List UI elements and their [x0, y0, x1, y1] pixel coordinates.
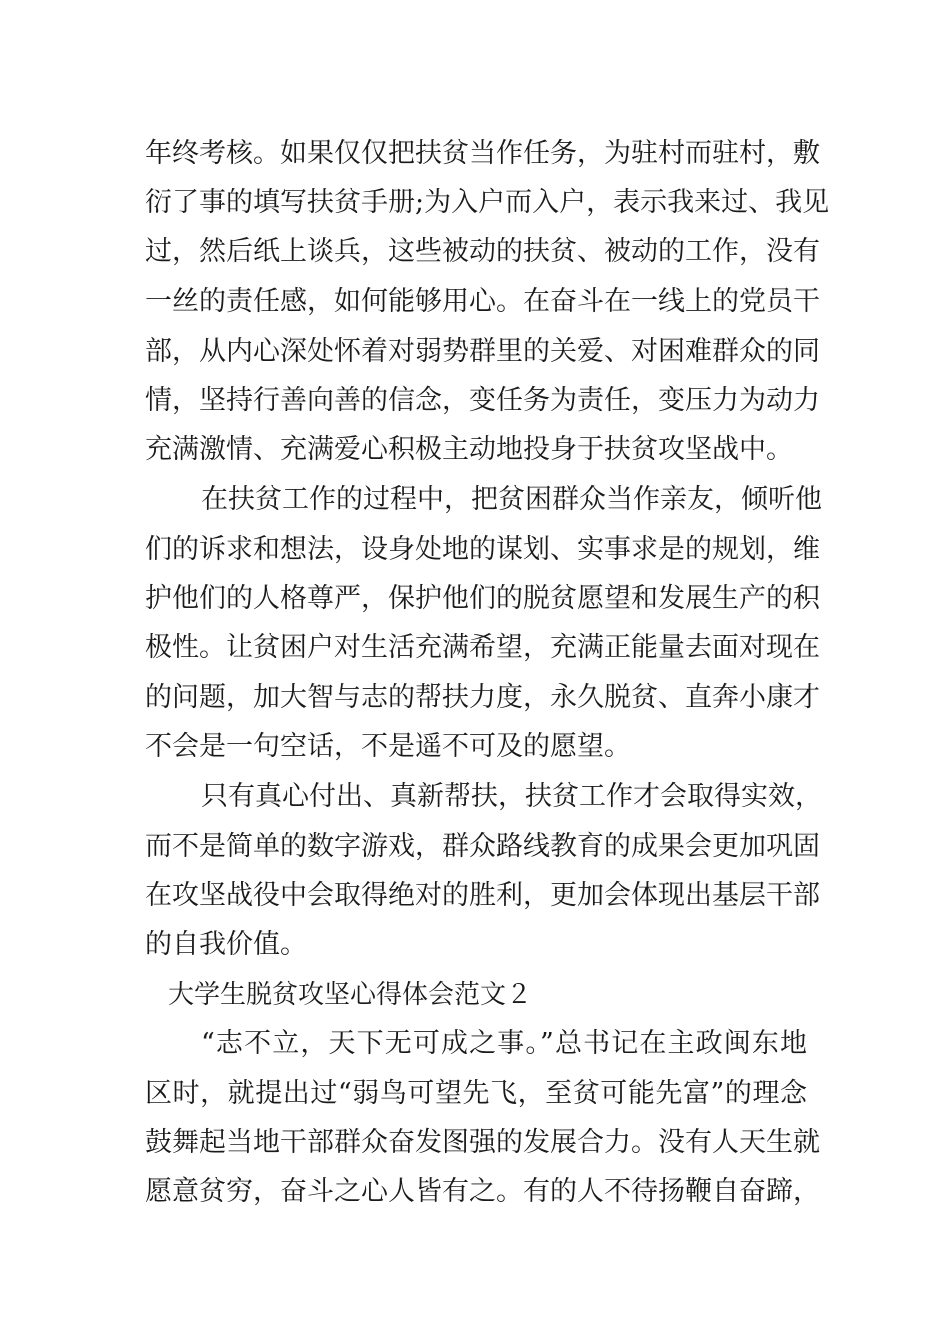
text-line: 鼓舞起当地干部群众奋发图强的发展合力。没有人天生就: [145, 1127, 820, 1158]
text-line: 不会是一句空话，不是遥不可及的愿望。: [145, 731, 631, 762]
text-line: 们的诉求和想法，设身处地的谋划、实事求是的规划，维: [145, 534, 820, 565]
text-line: 区时，就提出过“弱鸟可望先飞，至贫可能先富”的理念: [145, 1078, 807, 1109]
text-line: 衍了事的填写扶贫手册;为入户而入户，表示我来过、我见: [145, 187, 830, 218]
text-line: 过，然后纸上谈兵，这些被动的扶贫、被动的工作，没有: [145, 236, 820, 267]
text-line: 护他们的人格尊严，保护他们的脱贫愿望和发展生产的积: [145, 583, 820, 614]
text-line: 充满激情、充满爱心积极主动地投身于扶贫攻坚战中。: [145, 434, 793, 465]
text-line: 的自我价值。: [145, 929, 307, 960]
section-heading: 大学生脱贫攻坚心得体会范文２: [168, 980, 533, 1010]
text-line: 在扶贫工作的过程中，把贫困群众当作亲友，倾听他: [201, 484, 822, 515]
text-line: 而不是简单的数字游戏，群众路线教育的成果会更加巩固: [145, 831, 820, 862]
text-line: 一丝的责任感，如何能够用心。在奋斗在一线上的党员干: [145, 286, 820, 317]
text-line: 年终考核。如果仅仅把扶贫当作任务，为驻村而驻村，敷: [145, 138, 820, 169]
text-line: 在攻坚战役中会取得绝对的胜利，更加会体现出基层干部: [145, 880, 820, 911]
text-line: 的问题，加大智与志的帮扶力度，永久脱贫、直奔小康才: [145, 682, 820, 713]
text-line: 只有真心付出、真新帮扶，扶贫工作才会取得实效，: [201, 781, 822, 812]
text-line: 部，从内心深处怀着对弱势群里的关爱、对困难群众的同: [145, 336, 820, 367]
text-line: 极性。让贫困户对生活充满希望，充满正能量去面对现在: [145, 632, 820, 663]
text-line: 情，坚持行善向善的信念，变任务为责任，变压力为动力: [145, 385, 820, 416]
text-line: “志不立，天下无可成之事。”总书记在主政闽东地: [201, 1028, 807, 1059]
text-line: 愿意贫穷，奋斗之心人皆有之。有的人不待扬鞭自奋蹄，: [145, 1176, 820, 1207]
